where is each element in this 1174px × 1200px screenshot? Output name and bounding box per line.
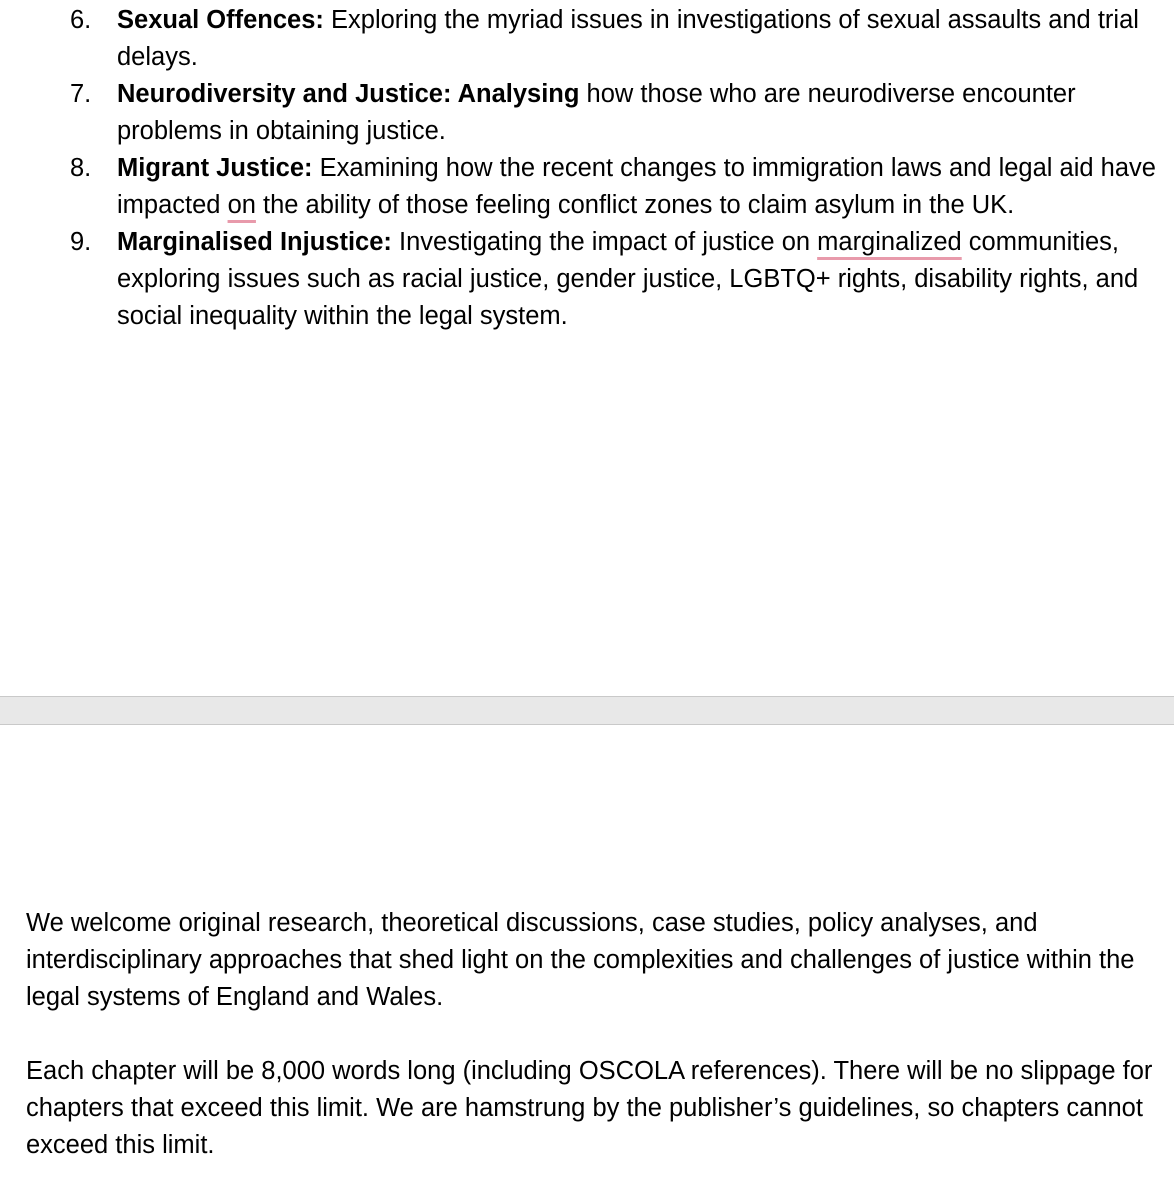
list-item[interactable] xyxy=(0,76,1174,150)
body-paragraph: Each chapter will be 8,000 words long (including OSCOLA references). There will be no slippage for chapters that exceed this limit. We are hamstrung by the publisher’s guidelines, so chapters cannot exceed this limit. xyxy=(26,1057,1153,1159)
topic-text: Investigating the impact of justice on xyxy=(391,228,818,256)
list-item[interactable] xyxy=(0,224,1174,335)
topic-title: Sexual Offences: xyxy=(117,6,324,34)
list-item[interactable] xyxy=(0,150,1174,224)
list-item[interactable] xyxy=(0,2,1174,76)
topic-title: Neurodiversity and Justice: Analysing xyxy=(117,80,580,108)
list-number: 6. xyxy=(70,6,92,34)
list-number: 7. xyxy=(70,80,92,108)
body-paragraph: We welcome original research, theoretical discussions, case studies, policy analyses, and interdisciplinary approaches that shed light on the complexities and challenges of justice within the legal systems of England and Wales. xyxy=(26,909,1135,1011)
spellcheck-flagged-word[interactable]: marginalized xyxy=(817,228,962,256)
list-number: 8. xyxy=(70,154,92,182)
topic-text-continued: the ability of those feeling conflict zones to claim asylum in the UK. xyxy=(255,191,1015,219)
topic-text: Exploring the myriad issues in investigations of sexual assaults and trial delays. xyxy=(117,6,1139,71)
list-number: 9. xyxy=(70,228,92,256)
document-page-bottom[interactable] xyxy=(0,725,1174,1200)
topic-title: Migrant Justice: xyxy=(117,154,313,182)
topic-text: how those who are neurodiverse encounter problems in obtaining justice. xyxy=(117,80,1076,145)
topic-list xyxy=(0,2,1174,335)
spellcheck-flagged-word[interactable]: on xyxy=(227,191,256,219)
topic-text: Examining how the recent changes to immigration laws and legal aid have impacted xyxy=(117,154,1156,219)
page-break-gap xyxy=(0,696,1174,725)
topic-title: Marginalised Injustice: xyxy=(117,228,392,256)
topic-text-continued: communities, exploring issues such as racial justice, gender justice, LGBTQ+ rights, disability rights, and social inequality within the legal system. xyxy=(117,228,1139,330)
